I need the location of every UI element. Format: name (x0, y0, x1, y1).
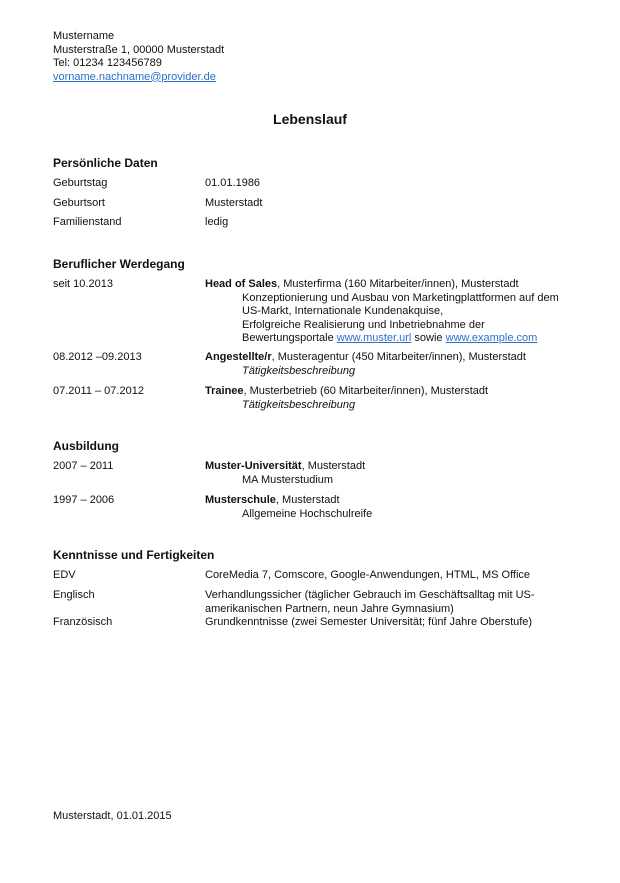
career-role: Trainee (205, 385, 244, 397)
contact-header (53, 30, 224, 84)
personal-label: Geburtstag (53, 177, 108, 189)
skill-label: EDV (53, 569, 76, 581)
career-employer: , Musterfirma (160 Mitarbeiter/innen), Musterstadt (277, 278, 519, 290)
education-date: 2007 – 2011 (53, 460, 114, 472)
skill-value: Verhandlungssicher (täglicher Gebrauch im Geschäftsalltag mit US-amerikanischen Partnern, neun Jahre Gymnasium) (205, 589, 535, 615)
career-detail: Konzeptionierung und Ausbau von Marketingplattformen auf dem US-Markt, Internationale Kundenakquise, (242, 291, 559, 317)
career-employer: , Musteragentur (450 Mitarbeiter/innen), Musterstadt (271, 351, 526, 363)
section-heading-skills: Kenntnisse und Fertigkeiten (53, 548, 215, 562)
section-heading-education: Ausbildung (53, 439, 119, 453)
link-connector: sowie (411, 332, 446, 344)
contact-address: Musterstraße 1, 00000 Musterstadt (53, 43, 225, 56)
section-heading-personal: Persönliche Daten (53, 156, 158, 170)
education-location: , Musterstadt (301, 460, 366, 472)
section-heading-career: Beruflicher Werdegang (53, 257, 185, 271)
career-detail: Erfolgreiche Realisierung und Inbetriebnahme der Bewertungsportale (242, 318, 485, 344)
skill-value: Grundkenntnisse (zwei Semester Universität; fünf Jahre Oberstufe) (205, 616, 533, 628)
career-employer: , Musterbetrieb (60 Mitarbeiter/innen), Musterstadt (243, 385, 489, 397)
education-school: Muster-Universität (205, 460, 302, 472)
career-detail: Tätigkeitsbeschreibung (242, 398, 356, 411)
education-location: , Musterstadt (275, 494, 340, 506)
skill-label: Englisch (53, 589, 95, 601)
career-date: seit 10.2013 (53, 278, 113, 290)
contact-name: Mustername (53, 30, 115, 42)
career-role: Angestellte/r (205, 351, 272, 363)
personal-label: Familienstand (53, 216, 122, 228)
personal-value: ledig (205, 216, 229, 228)
skill-value: CoreMedia 7, Comscore, Google-Anwendungen, HTML, MS Office (205, 569, 531, 581)
personal-value: Musterstadt (205, 197, 263, 209)
education-date: 1997 – 2006 (53, 494, 115, 506)
example-com-link[interactable]: www.example.com (445, 332, 538, 344)
education-detail: Allgemeine Hochschulreife (242, 507, 373, 520)
page-title: Lebenslauf (273, 111, 347, 127)
career-detail: Tätigkeitsbeschreibung (242, 364, 356, 377)
education-school: Musterschule (205, 494, 276, 506)
personal-label: Geburtsort (53, 197, 105, 209)
place-date-footer: Musterstadt, 01.01.2015 (53, 810, 172, 822)
skill-label: Französisch (53, 616, 113, 628)
contact-phone: Tel: 01234 123456789 (53, 57, 162, 69)
contact-email-link[interactable]: vorname.nachname@provider.de (53, 70, 216, 83)
career-date: 08.2012 –09.2013 (53, 351, 142, 363)
personal-value: 01.01.1986 (205, 177, 261, 189)
career-date: 07.2011 – 07.2012 (53, 385, 144, 397)
muster-url-link[interactable]: www.muster.url (336, 332, 412, 344)
education-detail: MA Musterstudium (242, 473, 334, 486)
career-role: Head of Sales (205, 278, 278, 290)
